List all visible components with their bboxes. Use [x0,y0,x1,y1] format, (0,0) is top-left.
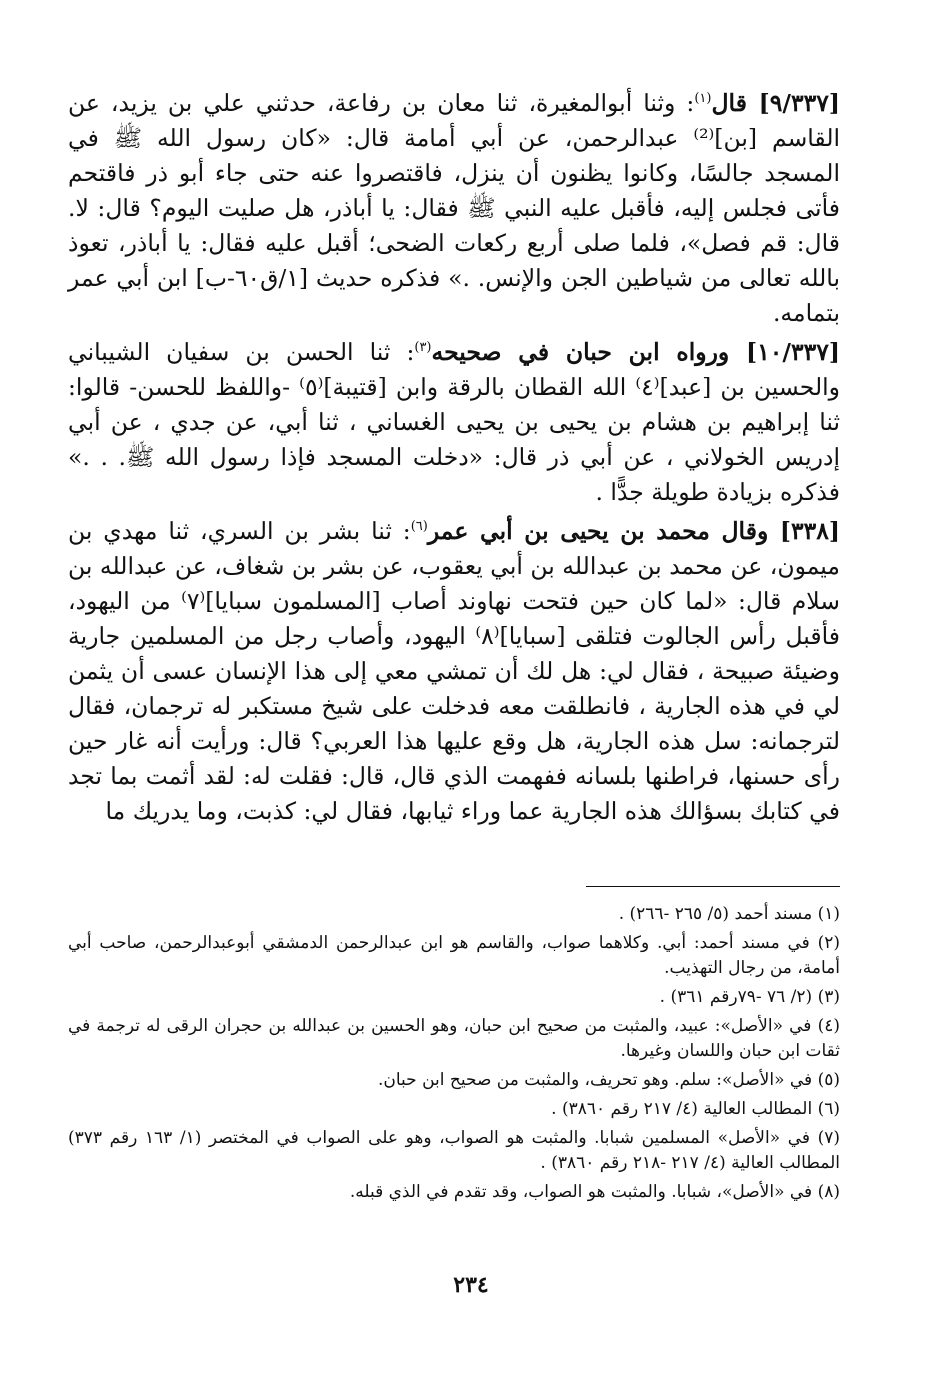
paragraph-heading: [١٠/٣٣٧] ورواه ابن حبان في صحيحه [431,338,840,366]
paragraph-heading: [٣٣٨] وقال محمد بن يحيى بن أبي عمر [427,517,840,545]
footnotes-list [68,902,840,1209]
footnote: (٧) في «الأصل» المسلمين شبابا. والمثبت هو الصواب، وهو على الصواب في المختصر (١/ ١٦٣ رقم ٣٧٣) المطالب العالية (٤/ ٢١٧ -٢١٨ رقم ٣٨٦٠) . [68,1128,840,1173]
hadith-paragraph-1 [68,86,840,331]
paragraph-body: : ثنا بشر بن السري، ثنا مهدي بن ميمون، عن محمد بن عبدالله بن أبي يعقوب، عن بشر بن شغاف، عن عبدالله بن سلام قال: «لما كان حين فتحت نهاوند أصاب [المسلمون سبايا]⁽٧⁾ من اليهود، فأقبل رأس الجالوت فتلقى [سبايا]⁽٨⁾ اليهود، وأصاب رجل من المسلمين جارية وضيئة صبيحة ، فقال لي: هل لك أن تمشي معي إلى هذا الإنسان عسى أن يثمن لي في هذه الجارية ، فانطلقت معه فدخلت على شيخ مستكبر له ترجمان، فقال لترجمانه: سل هذه الجارية، هل وقع عليها هذا العربي؟ قال: ورأيت أنه غار حين رأى حسنها، فراطنها بلسانه ففهمت الذي قال، قال: فقلت له: لقد أثمت بما تجد في كتابك بسؤالك هذه الجارية عما وراء ثيابها، فقال لي: كذبت، وما يدريك ما [68,517,841,825]
footnote: (٨) في «الأصل»، شبابا. والمثبت هو الصواب، وقد تقدم في الذي قبله. [349,1182,840,1202]
footnote-divider [586,886,840,887]
footnote-ref: (٦) [410,519,428,535]
page-number: ٢٣٤ [453,1272,489,1298]
footnote: (٣) (٢/ ٧٦ -٧٩رقم ٣٦١) . [659,987,840,1007]
footnote-ref: (٣) [414,340,432,356]
footnote-ref: (١) [694,91,712,107]
main-text [68,86,840,833]
paragraph-body: : ثنا الحسن بن سفيان الشيباني والحسين بن [عبد]⁽٤⁾ الله القطان بالرقة وابن [قتيبة]⁽٥⁾ -واللفظ للحسن- قالوا: ثنا إبراهيم بن هشام بن يحيى بن يحيى الغساني ، ثنا أبي، عن جدي ، عن أبي إدريس الخولاني ، عن أبي ذر قال: «دخلت المسجد فإذا رسول الله ﷺ. . .» فذكره بزيادة طويلة جدًّا . [68,338,840,506]
hadith-paragraph-2 [68,335,840,510]
paragraph-body: : وثنا أبوالمغيرة، ثنا معان بن رفاعة، حدثني علي بن يزيد، عن القاسم [بن]⁽²⁾ عبدالرحمن، عن أبي أمامة قال: «كان رسول الله ﷺ في المسجد جالسًا، وكانوا يظنون أن ينزل، فاقتصروا عنه حتى جاء أبو ذر فاقتحم فأتى فجلس إليه، فأقبل عليه النبي ﷺ فقال: يا أباذر، هل صليت اليوم؟ قال: لا. قال: قم فصل»، فلما صلى أربع ركعات الضحى؛ أقبل عليه فقال: يا أباذر، تعوذ بالله تعالى من شياطين الجن والإنس. .» فذكره حديث [١/ق٦٠-ب] ابن أبي عمر بتمامه. [68,89,841,327]
hadith-paragraph-3 [68,514,840,829]
footnote: (١) مسند أحمد (٥/ ٢٦٥ -٢٦٦) . [618,904,840,924]
footnote: (٥) في «الأصل»: سلم. وهو تحريف، والمثبت من صحيح ابن حبان. [377,1070,840,1090]
paragraph-heading: [٩/٣٣٧] قال [711,89,840,117]
footnote: (٢) في مسند أحمد: أبي. وكلاهما صواب، والقاسم هو ابن عبدالرحمن الدمشقي أبوعبدالرحمن، صاحب أبي أمامة، من رجال التهذيب. [68,933,840,978]
footnote: (٦) المطالب العالية (٤/ ٢١٧ رقم ٣٨٦٠) . [551,1099,840,1119]
footnote: (٤) في «الأصل»: عبيد، والمثبت من صحيح ابن حبان، وهو الحسين بن عبدالله بن حجران الرقى له ترجمة في ثقات ابن حبان واللسان وغيرها. [68,1016,840,1061]
